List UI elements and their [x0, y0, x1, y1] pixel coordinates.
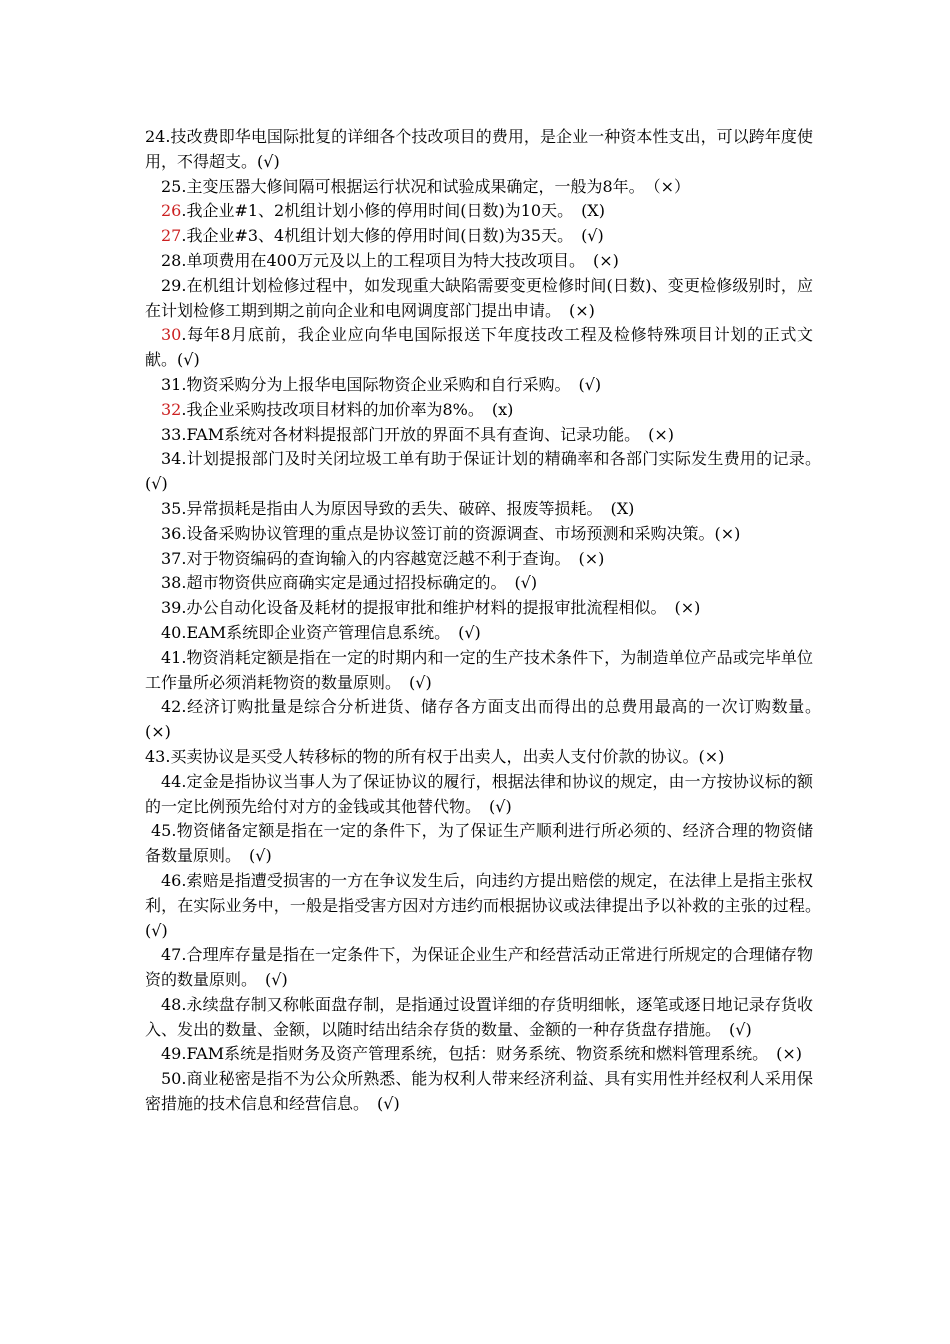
list-item: 38.超市物资供应商确实定是通过招投标确定的。 (√): [161, 573, 538, 593]
item-text: 我企业采购技改项目材料的加价率为8%。 (x): [186, 399, 514, 419]
item-text: 主变压器大修间隔可根据运行状况和试验成果确定，一般为8年。 （×）: [186, 176, 691, 196]
item-number: 33: [161, 424, 182, 444]
list-item: 30.每年8月底前，我企业应向华电国际报送下年度技改工程及检修特殊项目计划的正式文献。(√): [145, 325, 813, 370]
item-text: 在机组计划检修过程中，如发现重大缺陷需要变更检修时间(日数)、变更检修级别时，应在计划检修工期到期之前向企业和电网调度部门提出申请。 (×): [145, 275, 813, 320]
item-number: 45: [151, 821, 172, 841]
list-item: 36.设备采购协议管理的重点是协议签订前的资源调查、市场预测和采购决策。(×): [161, 523, 741, 543]
list-item: 25.主变压器大修间隔可根据运行状况和试验成果确定，一般为8年。 （×）: [161, 176, 691, 196]
item-number: 32: [161, 399, 182, 419]
list-item: 24.技改费即华电国际批复的详细各个技改项目的费用，是企业一种资本性支出，可以跨年度使用，不得超支。(√): [145, 127, 813, 171]
list-item: 40.EAM系统即企业资产管理信息系统。 (√): [161, 622, 481, 642]
item-number: 35: [161, 498, 182, 518]
item-text: EAM系统即企业资产管理信息系统。 (√): [186, 622, 481, 642]
item-text: 物资储备定额是指在一定的条件下，为了保证生产顺利进行所必须的、经济合理的物资储备数量原则。 (√): [145, 821, 813, 866]
list-item: 31.物资采购分为上报华电国际物资企业采购和自行采购。 (√): [161, 374, 602, 394]
item-number: 39: [161, 598, 182, 618]
item-text: 超市物资供应商确实定是通过招投标确定的。 (√): [186, 573, 538, 593]
item-number: 36: [161, 523, 182, 543]
list-item: 29.在机组计划检修过程中，如发现重大缺陷需要变更检修时间(日数)、变更检修级别时，应在计划检修工期到期之前向企业和电网调度部门提出申请。 (×): [145, 275, 813, 320]
item-number: 29: [161, 275, 182, 295]
list-item: 33.FAM系统对各材料提报部门开放的界面不具有查询、记录功能。 (×): [161, 424, 674, 444]
item-text: 经济订购批量是综合分析进货、储存各方面支出而得出的总费用最高的一次订购数量。 (×): [145, 697, 830, 742]
item-number: 44: [161, 771, 182, 791]
item-text: 对于物资编码的查询输入的内容越宽泛越不利于查询。 (×): [186, 548, 605, 568]
item-number: 42: [161, 697, 182, 717]
list-item: 27.我企业#3、4机组计划大修的停用时间(日数)为35天。 (√): [161, 226, 604, 246]
item-number: 43: [145, 746, 166, 766]
list-item: 44.定金是指协议当事人为了保证协议的履行，根据法律和协议的规定，由一方按协议标的额的一定比例预先给付对方的金钱或其他替代物。 (√): [145, 771, 813, 816]
list-item: 28.单项费用在400万元及以上的工程项目为特大技改项目。 (×): [161, 250, 619, 270]
item-text: 商业秘密是指不为公众所熟悉、能为权利人带来经济利益、具有实用性并经权利人采用保密措施的技术信息和经营信息。 (√): [145, 1069, 813, 1114]
item-number: 31: [161, 374, 182, 394]
list-item: 42.经济订购批量是综合分析进货、储存各方面支出而得出的总费用最高的一次订购数量。 (×): [145, 697, 830, 742]
item-number: 38: [161, 573, 182, 593]
item-text: 办公自动化设备及耗材的提报审批和维护材料的提报审批流程相似。 (×): [186, 598, 701, 618]
list-item: 50.商业秘密是指不为公众所熟悉、能为权利人带来经济利益、具有实用性并经权利人采用保密措施的技术信息和经营信息。 (√): [145, 1069, 813, 1114]
question-list: [145, 125, 830, 1117]
list-item: 34.计划提报部门及时关闭垃圾工单有助于保证计划的精确率和各部门实际发生费用的记录。 (√): [145, 449, 830, 494]
item-text: 单项费用在400万元及以上的工程项目为特大技改项目。 (×): [186, 250, 619, 270]
item-text: 计划提报部门及时关闭垃圾工单有助于保证计划的精确率和各部门实际发生费用的记录。 (√): [145, 449, 830, 494]
item-text: FAM系统对各材料提报部门开放的界面不具有查询、记录功能。 (×): [186, 424, 674, 444]
list-item: 37.对于物资编码的查询输入的内容越宽泛越不利于查询。 (×): [161, 548, 605, 568]
item-number: 27: [161, 226, 182, 246]
list-item: 49.FAM系统是指财务及资产管理系统，包括：财务系统、物资系统和燃料管理系统。 (×): [161, 1044, 802, 1064]
item-number: 28: [161, 250, 182, 270]
item-text: 每年8月底前，我企业应向华电国际报送下年度技改工程及检修特殊项目计划的正式文献。(√): [145, 325, 813, 370]
item-text: 合理库存量是指在一定条件下，为保证企业生产和经营活动正常进行所规定的合理储存物资的数量原则。 (√): [145, 945, 813, 990]
item-number: 49: [161, 1044, 182, 1064]
list-item: 35.异常损耗是指由人为原因导致的丢失、破碎、报废等损耗。 (X): [161, 498, 635, 518]
item-number: 40: [161, 622, 182, 642]
list-item: 45.物资储备定额是指在一定的条件下，为了保证生产顺利进行所必须的、经济合理的物资储备数量原则。 (√): [145, 821, 813, 866]
item-number: 41: [161, 647, 182, 667]
list-item: 26.我企业#1、2机组计划小修的停用时间(日数)为10天。 (X): [161, 201, 605, 221]
item-number: 50: [161, 1069, 182, 1089]
list-item: 48.永续盘存制又称帐面盘存制，是指通过设置详细的存货明细帐，逐笔或逐日地记录存货收入、发出的数量、金额，以随时结出结余存货的数量、金额的一种存货盘存措施。 (√): [145, 994, 813, 1039]
item-text: 买卖协议是买受人转移标的物的所有权于出卖人，出卖人支付价款的协议。(×): [170, 746, 725, 766]
item-text: 我企业#1、2机组计划小修的停用时间(日数)为10天。 (X): [186, 201, 605, 221]
item-text: 设备采购协议管理的重点是协议签订前的资源调查、市场预测和采购决策。(×): [186, 523, 741, 543]
list-item: 46.索赔是指遭受损害的一方在争议发生后，向违约方提出赔偿的规定，在法律上是指主张权利，在实际业务中，一般是指受害方因对方违约而根据协议或法律提出予以补救的主张的过程。 (√): [145, 870, 830, 940]
item-number: 48: [161, 994, 182, 1014]
item-text: FAM系统是指财务及资产管理系统，包括：财务系统、物资系统和燃料管理系统。 (×): [186, 1044, 802, 1064]
item-text: 定金是指协议当事人为了保证协议的履行，根据法律和协议的规定，由一方按协议标的额的一定比例预先给付对方的金钱或其他替代物。 (√): [145, 771, 813, 816]
item-number: 26: [161, 201, 182, 221]
item-number: 37: [161, 548, 182, 568]
item-text: 技改费即华电国际批复的详细各个技改项目的费用，是企业一种资本性支出，可以跨年度使用，不得超支。(√): [145, 127, 813, 171]
item-text: 异常损耗是指由人为原因导致的丢失、破碎、报废等损耗。 (X): [186, 498, 635, 518]
list-item: 39.办公自动化设备及耗材的提报审批和维护材料的提报审批流程相似。 (×): [161, 598, 701, 618]
item-number: 30: [161, 325, 182, 345]
list-item: 41.物资消耗定额是指在一定的时期内和一定的生产技术条件下，为制造单位产品或完毕单位工作量所必须消耗物资的数量原则。 (√): [145, 647, 813, 692]
item-text: 物资消耗定额是指在一定的时期内和一定的生产技术条件下，为制造单位产品或完毕单位工作量所必须消耗物资的数量原则。 (√): [145, 647, 813, 692]
item-number: 46: [161, 870, 182, 890]
item-text: 物资采购分为上报华电国际物资企业采购和自行采购。 (√): [186, 374, 602, 394]
list-item: 47.合理库存量是指在一定条件下，为保证企业生产和经营活动正常进行所规定的合理储存物资的数量原则。 (√): [145, 945, 813, 990]
item-text: 我企业#3、4机组计划大修的停用时间(日数)为35天。 (√): [186, 226, 604, 246]
item-number: 25: [161, 176, 182, 196]
item-text: 永续盘存制又称帐面盘存制，是指通过设置详细的存货明细帐，逐笔或逐日地记录存货收入、发出的数量、金额，以随时结出结余存货的数量、金额的一种存货盘存措施。 (√): [145, 994, 813, 1039]
list-item: 32.我企业采购技改项目材料的加价率为8%。 (x): [161, 399, 514, 419]
item-number: 47: [161, 945, 182, 965]
item-number: 24: [145, 127, 166, 146]
item-text: 索赔是指遭受损害的一方在争议发生后，向违约方提出赔偿的规定，在法律上是指主张权利，在实际业务中，一般是指受害方因对方违约而根据协议或法律提出予以补救的主张的过程。 (√): [145, 870, 830, 940]
list-item: 43.买卖协议是买受人转移标的物的所有权于出卖人，出卖人支付价款的协议。(×): [145, 746, 725, 766]
item-number: 34: [161, 449, 182, 469]
